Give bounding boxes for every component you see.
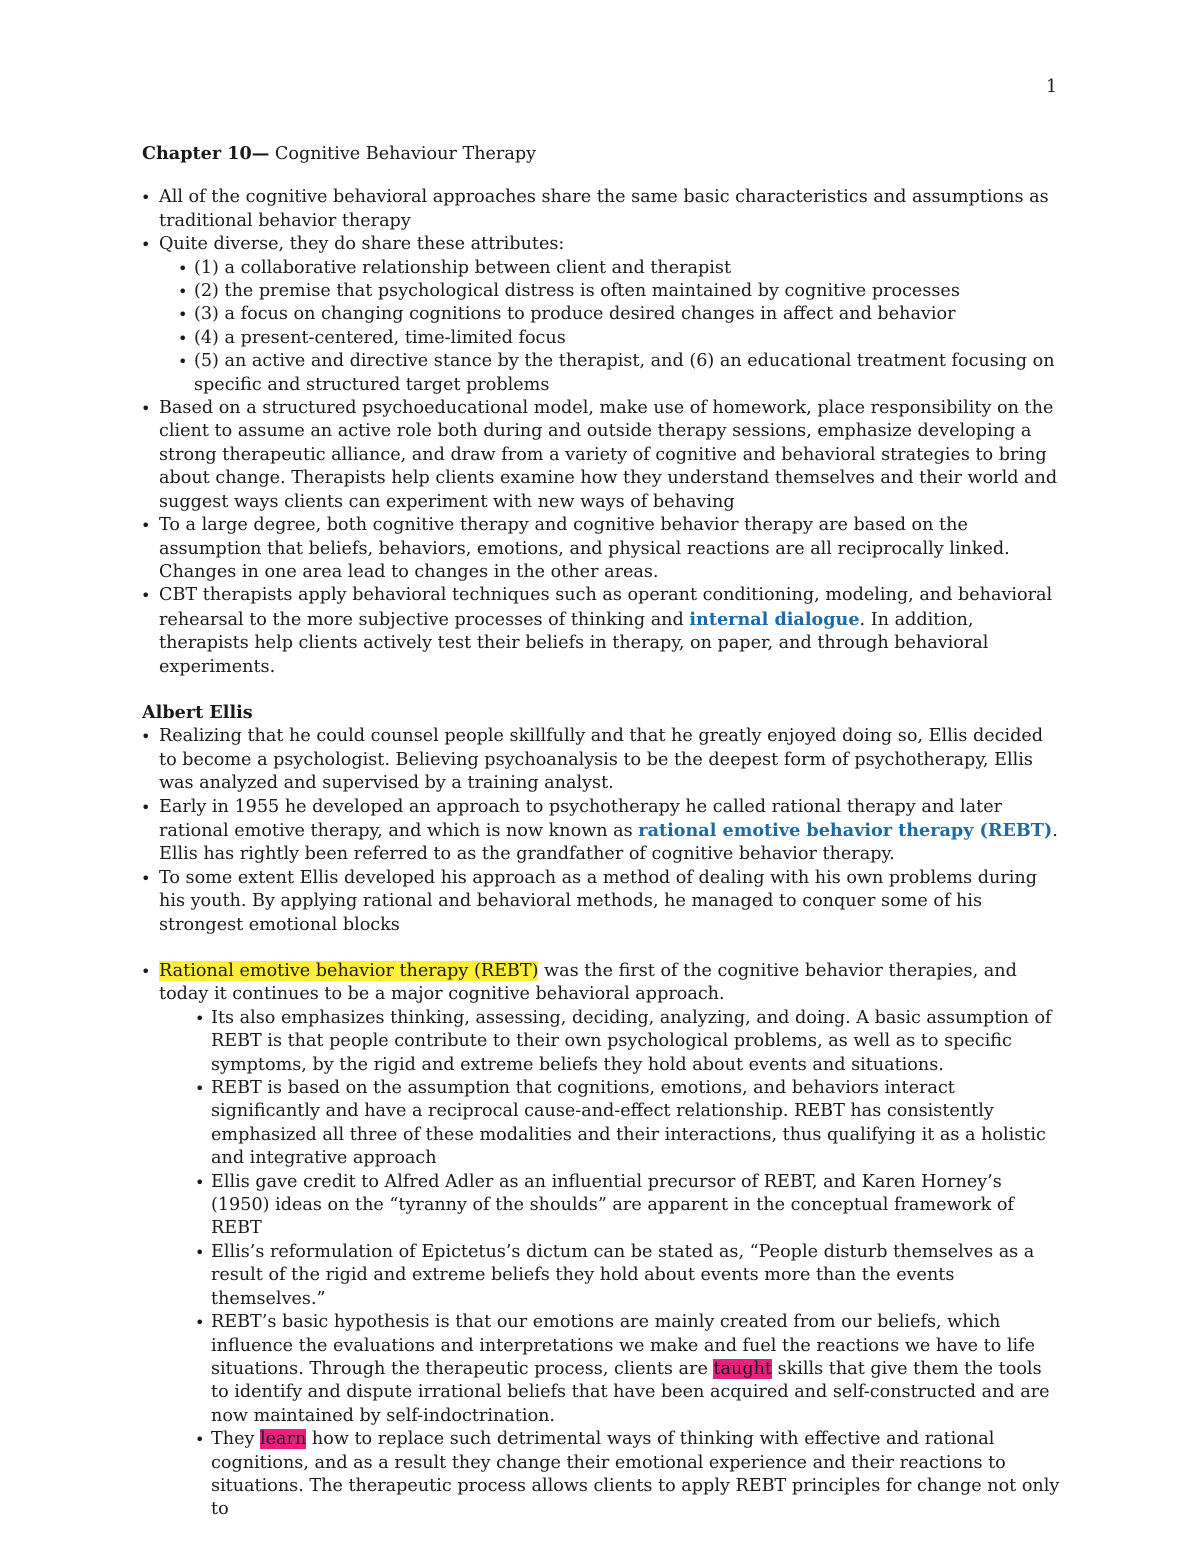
list-item: • (4) a present-centered, time-limited focus (178, 327, 1062, 350)
list-item: • To some extent Ellis developed his approach as a method of dealing with his own problems during his youth. By applying rational and behavioral methods, he managed to conquer some of his strongest emotional blocks (142, 867, 1062, 937)
chapter-title (142, 142, 1062, 166)
list-item: • Quite diverse, they do share these attributes: • (1) a collaborative relationship between client and therapist • (2) the premise that psychological distress is often maintained by cognitive processes • (3) a focus on changing cognitions to produce desired changes in affect and behavior • (4) a present-centered, time-limited focus • (5) an active and directive stance by the therapist, and (6) an educational treatment focusing on specific and structured target problems (142, 233, 1062, 397)
chapter-dash: — (251, 143, 270, 164)
list-item: • To a large degree, both cognitive therapy and cognitive behavior therapy are based on the assumption that beliefs, behaviors, emotions, and physical reactions are all reciprocally linked. Changes in one area lead to changes in the other areas. (142, 514, 1062, 584)
list-item: • REBT’s basic hypothesis is that our emotions are mainly created from our beliefs, which influence the evaluations and interpretations we make and fuel the reactions we have to life situations. Through the therapeutic process, clients are taught skills that give them the tools to identify and dispute irrational beliefs that have been acquired and self-constructed and are now maintained by self-indoctrination. (195, 1311, 1062, 1428)
highlight-learn: learn (260, 1429, 307, 1450)
attributes-list (178, 257, 1062, 397)
chapter-name: Cognitive Behaviour Therapy (269, 144, 537, 164)
list-item: • (3) a focus on changing cognitions to produce desired changes in affect and behavior (178, 303, 1062, 326)
chapter-label: Chapter 10 (142, 143, 252, 164)
highlight-taught: taught (713, 1358, 773, 1379)
rebt-sublist (195, 1007, 1062, 1522)
list-item: • Based on a structured psychoeducational model, make use of homework, place responsibility on the client to assume an active role both during and outside therapy sessions, emphasize developing a strong therapeutic alliance, and draw from a variety of cognitive and behavioral strategies to bring about change. Therapists help clients examine how they understand themselves and their world and suggest ways clients can experiment with new ways of behaving (142, 397, 1062, 514)
list-item: • Ellis’s reformulation of Epictetus’s dictum can be stated as, “People disturb themselves as a result of the rigid and extreme beliefs they hold about events more than the events themselves.” (195, 1241, 1062, 1311)
intro-list (142, 186, 1062, 679)
page-number: 1 (1046, 77, 1058, 97)
list-item: • All of the cognitive behavioral approaches share the same basic characteristics and assumptions as traditional behavior therapy (142, 186, 1062, 233)
term-internal-dialogue: internal dialogue (689, 608, 860, 630)
list-item: • (2) the premise that psychological distress is often maintained by cognitive processes (178, 280, 1062, 303)
section-title: Albert Ellis (142, 701, 253, 723)
list-item: • Rational emotive behavior therapy (REBT) was the first of the cognitive behavior therapies, and today it continues to be a major cognitive behavioral approach. • Its also emphasizes thinking, assessing, deciding, analyzing, and doing. A basic assumption of REBT is that people contribute to their own psychological problems, as well as to specific symptoms, by the rigid and extreme beliefs they hold about events and situations. • REBT is based on the assumption that cognitions, emotions, and behaviors interact significantly and have a reciprocal cause-and-effect relationship. REBT has consistently emphasized all three of these modalities and their interactions, thus qualifying it as a holistic and integrative approach • Ellis gave credit to Alfred Adler as an influential precursor of REBT, and Karen Horney’s (1950) ideas on the “tyranny of the shoulds” are apparent in the conceptual framework of REBT • Ellis’s reformulation of Epictetus’s dictum can be stated as, “People disturb themselves as a result of the rigid and extreme beliefs they hold about events more than the events themselves.” • REBT’s basic hypothesis is that our emotions are mainly created from our beliefs, which influence the evaluations and interpretations we make and fuel the reactions we have to life situations. Through the therapeutic process, clients are taught skills that give them the tools to identify and dispute irrational beliefs that have been acquired and self-constructed and are now maintained by self-indoctrination. • They learn how to replace such detrimental ways of thinking with effective and rational cognitions, and as a result they change their emotional experience and their reactions to situations. The therapeutic process allows clients to apply REBT principles for change not only to (142, 960, 1062, 1522)
list-item: • Its also emphasizes thinking, assessing, deciding, analyzing, and doing. A basic assumption of REBT is that people contribute to their own psychological problems, as well as to specific symptoms, by the rigid and extreme beliefs they hold about events and situations. (195, 1007, 1062, 1077)
highlight-rebt: Rational emotive behavior therapy (REBT) (159, 961, 539, 981)
list-item: • CBT therapists apply behavioral techniques such as operant conditioning, modeling, and behavioral rehearsal to the more subjective processes of thinking and internal dialogue. In addition, therapists help clients actively test their beliefs in therapy, on paper, and through behavioral experiments. (142, 584, 1062, 679)
rebt-list (142, 960, 1062, 1522)
list-item: • REBT is based on the assumption that cognitions, emotions, and behaviors interact significantly and have a reciprocal cause-and-effect relationship. REBT has consistently emphasized all three of these modalities and their interactions, thus qualifying it as a holistic and integrative approach (195, 1077, 1062, 1171)
spacer (142, 937, 1062, 960)
ellis-list (142, 725, 1062, 937)
list-item: • (5) an active and directive stance by the therapist, and (6) an educational treatment focusing on specific and structured target problems (178, 350, 1062, 397)
list-item: • (1) a collaborative relationship between client and therapist (178, 257, 1062, 280)
document-body (142, 142, 1062, 1522)
list-item: • Early in 1955 he developed an approach to psychotherapy he called rational therapy and later rational emotive therapy, and which is now known as rational emotive behavior therapy (REBT). Ellis has rightly been referred to as the grandfather of cognitive behavior therapy. (142, 796, 1062, 867)
term-rebt: rational emotive behavior therapy (REBT) (638, 819, 1053, 841)
list-item: • Realizing that he could counsel people skillfully and that he greatly enjoyed doing so, Ellis decided to become a psychologist. Believing psychoanalysis to be the deepest form of psychotherapy, Ellis was analyzed and supervised by a training analyst. (142, 725, 1062, 795)
list-item: • They learn how to replace such detrimental ways of thinking with effective and rational cognitions, and as a result they change their emotional experience and their reactions to situations. The therapeutic process allows clients to apply REBT principles for change not only to (195, 1428, 1062, 1522)
list-item: • Ellis gave credit to Alfred Adler as an influential precursor of REBT, and Karen Horney’s (1950) ideas on the “tyranny of the shoulds” are apparent in the conceptual framework of REBT (195, 1171, 1062, 1241)
